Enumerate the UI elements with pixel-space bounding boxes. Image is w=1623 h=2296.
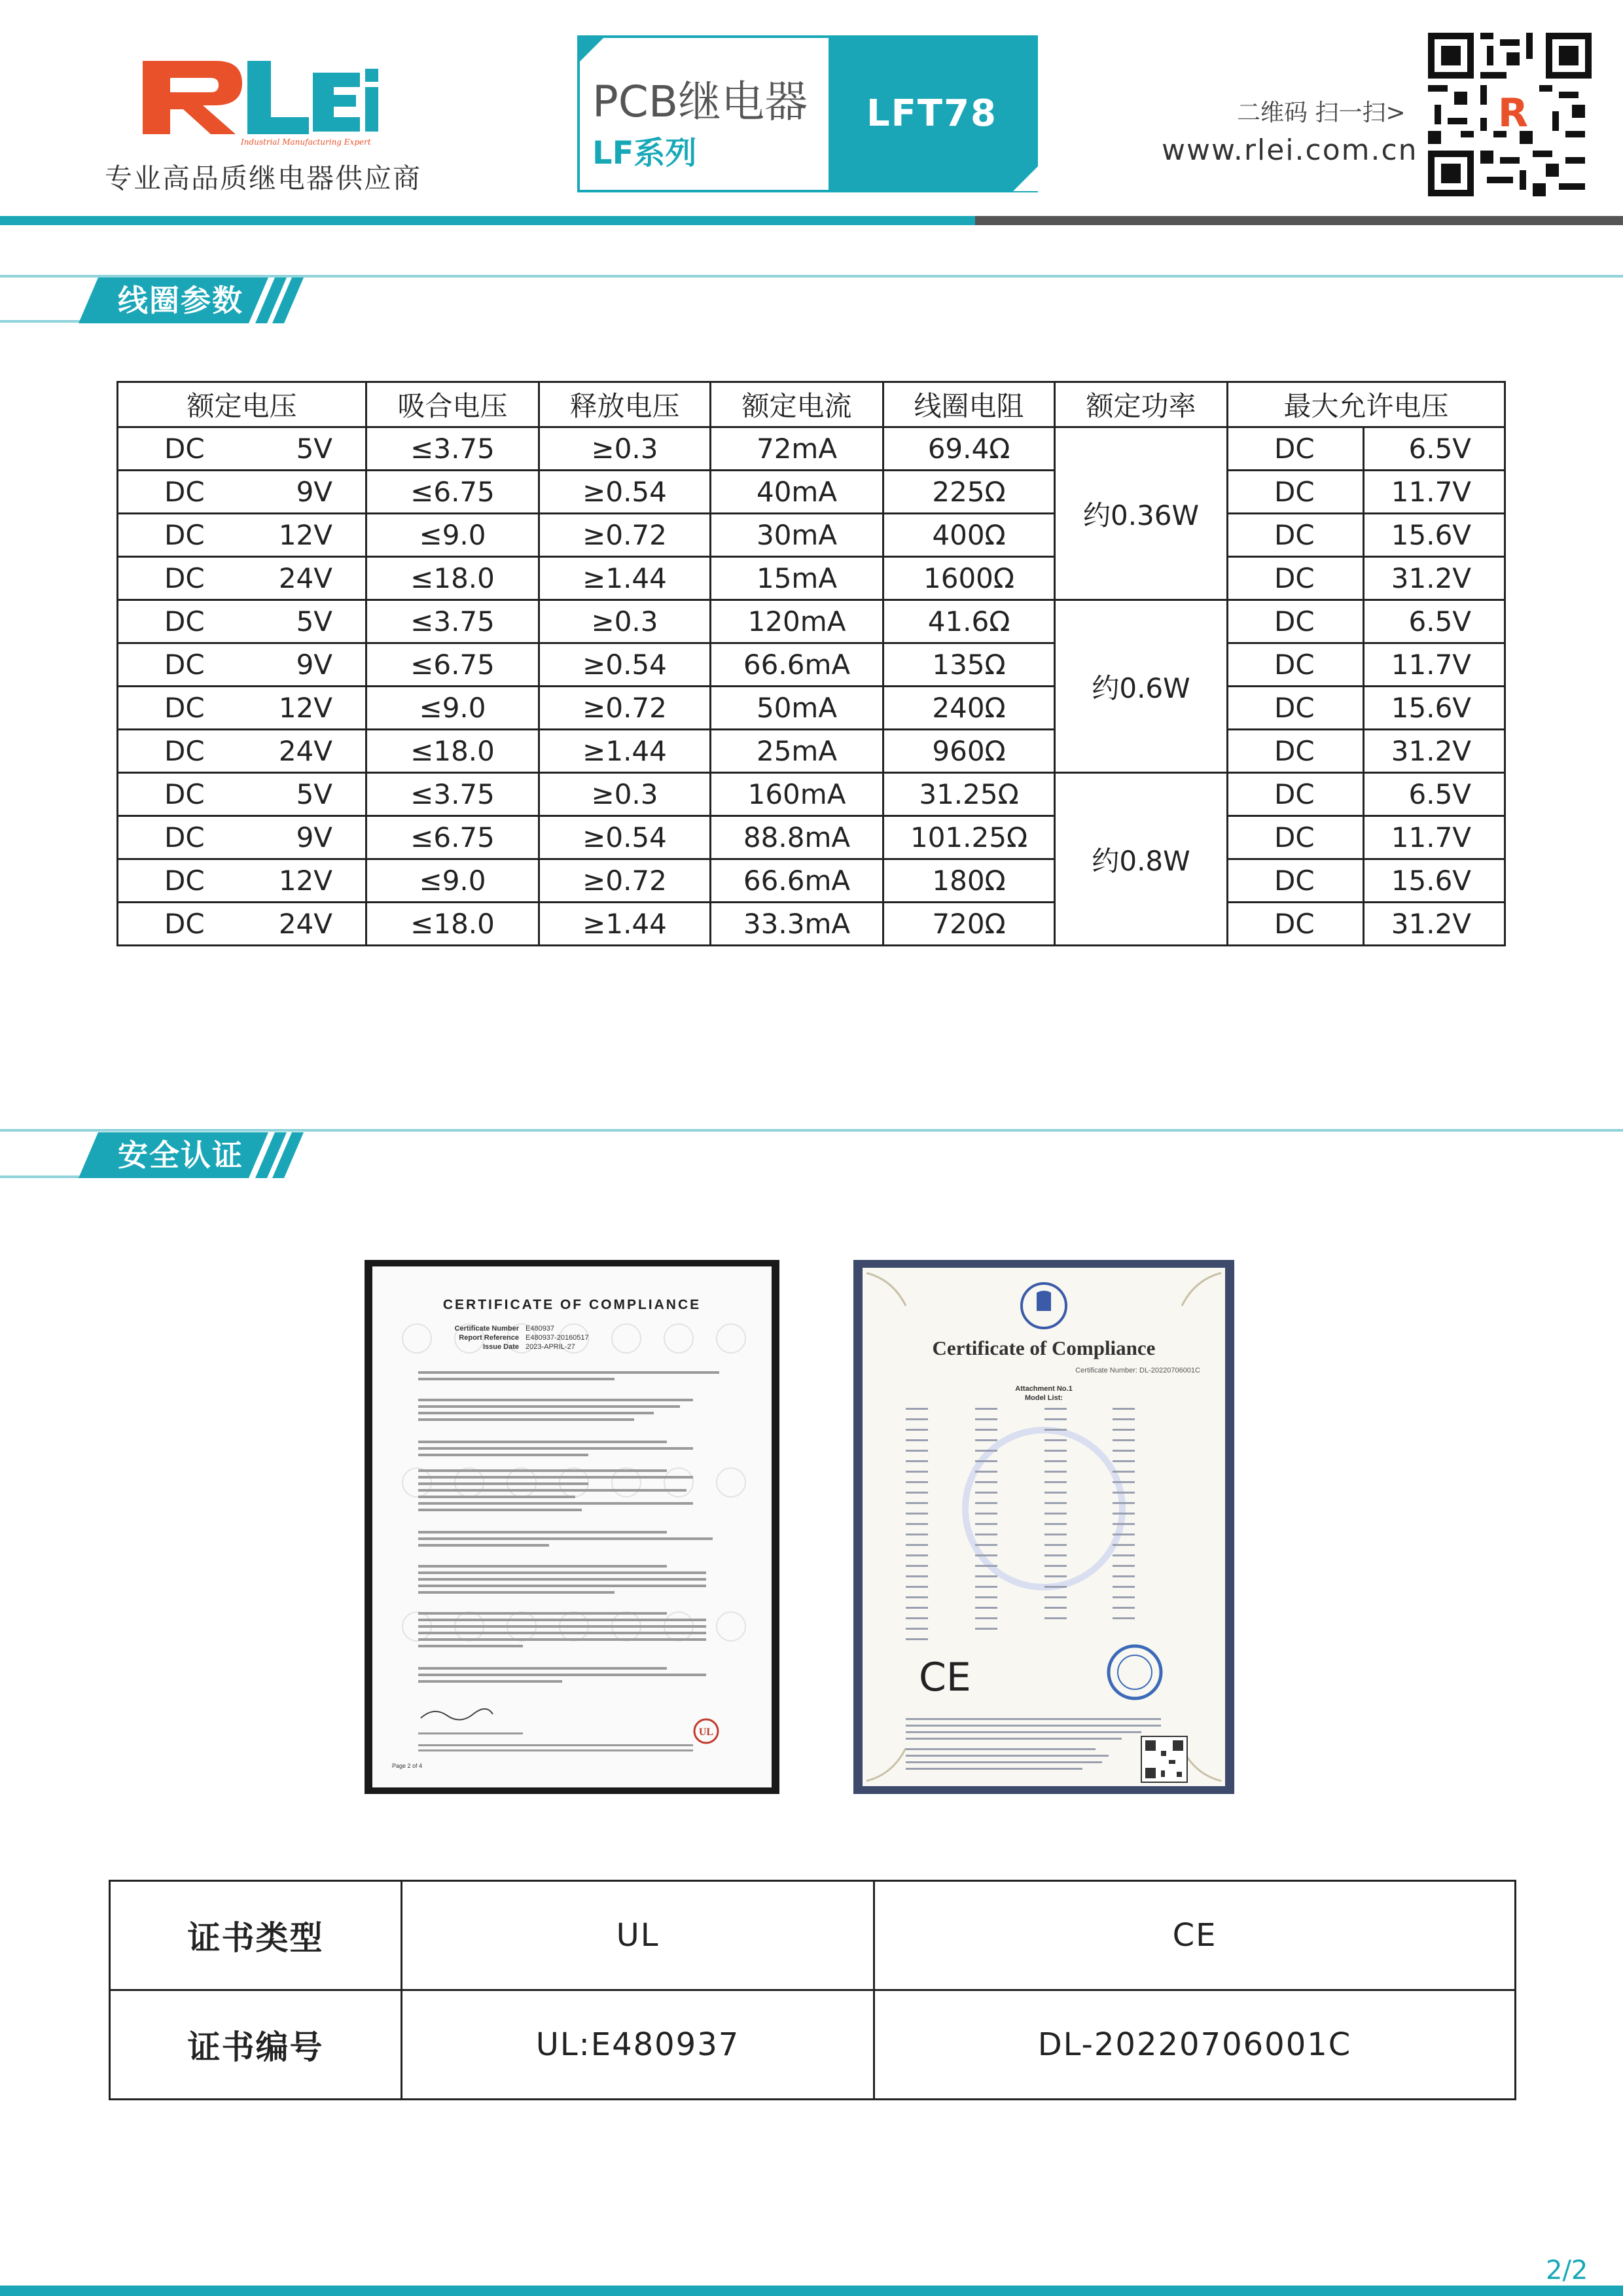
header-release-voltage: 释放电压 (539, 382, 711, 427)
cell-max-voltage: 11.7V (1364, 816, 1505, 859)
cell-voltage: 5V (216, 427, 366, 471)
cell-max-type: DC (1228, 643, 1364, 687)
table-row (118, 557, 1505, 600)
cell-max-voltage: 31.2V (1364, 903, 1505, 946)
ce-certificate-image (853, 1260, 1234, 1794)
ul-cert-title: CERTIFICATE OF COMPLIANCE (442, 1297, 702, 1312)
section-line-bottom (0, 320, 92, 323)
cell-current: 30mA (711, 514, 883, 557)
cell-voltage: 24V (216, 557, 366, 600)
cell-voltage: 12V (216, 687, 366, 730)
ce-cert-title: Certificate of Compliance (932, 1336, 1156, 1359)
cert-number-label: 证书编号 (110, 1990, 402, 2100)
cell-release: ≥0.3 (539, 773, 711, 816)
table-row (118, 471, 1505, 514)
cell-pickup: ≤9.0 (366, 687, 539, 730)
cell-current: 72mA (711, 427, 883, 471)
cert-type-label: 证书类型 (110, 1881, 402, 1990)
cell-voltage: 12V (216, 514, 366, 557)
cell-max-type: DC (1228, 903, 1364, 946)
cell-pickup: ≤9.0 (366, 859, 539, 903)
cell-voltage: 9V (216, 816, 366, 859)
cell-current: 66.6mA (711, 643, 883, 687)
cell-voltage: 12V (216, 859, 366, 903)
cell-max-type: DC (1228, 427, 1364, 471)
cell-current: 160mA (711, 773, 883, 816)
cell-resistance: 225Ω (883, 471, 1055, 514)
cell-type: DC (118, 600, 216, 643)
cell-type: DC (118, 903, 216, 946)
cell-resistance: 400Ω (883, 514, 1055, 557)
cell-max-type: DC (1228, 471, 1364, 514)
cell-current: 40mA (711, 471, 883, 514)
table-row (110, 1881, 1516, 1990)
cell-voltage: 5V (216, 773, 366, 816)
cell-max-type: DC (1228, 687, 1364, 730)
cell-type: DC (118, 730, 216, 773)
cell-max-voltage: 11.7V (1364, 471, 1505, 514)
cell-resistance: 31.25Ω (883, 773, 1055, 816)
company-tagline: 专业高品质继电器供应商 (105, 162, 422, 194)
cell-current: 88.8mA (711, 816, 883, 859)
product-series: LF系列 (592, 135, 697, 171)
cell-voltage: 5V (216, 600, 366, 643)
cell-max-type: DC (1228, 859, 1364, 903)
cell-current: 50mA (711, 687, 883, 730)
product-model: LFT78 (829, 38, 1035, 190)
section-line-top (0, 1129, 1623, 1132)
cell-current: 25mA (711, 730, 883, 773)
header-rated-current: 额定电流 (711, 382, 883, 427)
safety-section-title: 安全认证 (118, 1138, 243, 1173)
cell-type: DC (118, 773, 216, 816)
cell-pickup: ≤6.75 (366, 471, 539, 514)
cell-type: DC (118, 471, 216, 514)
ul-page-footer: Page 2 of 4 (392, 1763, 423, 1769)
corner-decoration-icon (577, 35, 606, 64)
qr-code-icon[interactable] (1428, 33, 1592, 196)
ce-mark: CE (919, 1655, 971, 1700)
cell-max-type: DC (1228, 557, 1364, 600)
cell-pickup: ≤9.0 (366, 514, 539, 557)
cell-max-voltage: 11.7V (1364, 643, 1505, 687)
cell-resistance: 41.6Ω (883, 600, 1055, 643)
cell-resistance: 1600Ω (883, 557, 1055, 600)
cell-max-voltage: 15.6V (1364, 687, 1505, 730)
cell-power: 约0.6W (1055, 600, 1228, 773)
ce-cert-number: Certificate Number: DL-20220706001C (1075, 1367, 1200, 1374)
table-row (118, 643, 1505, 687)
table-row (118, 687, 1505, 730)
cell-resistance: 180Ω (883, 859, 1055, 903)
cell-power: 约0.8W (1055, 773, 1228, 946)
cell-max-type: DC (1228, 730, 1364, 773)
cell-max-type: DC (1228, 600, 1364, 643)
cell-current: 33.3mA (711, 903, 883, 946)
header-divider-gray (975, 216, 1623, 225)
header-rated-power: 额定功率 (1055, 382, 1228, 427)
table-row (118, 859, 1505, 903)
cell-type: DC (118, 816, 216, 859)
cell-max-voltage: 31.2V (1364, 557, 1505, 600)
table-row (118, 816, 1505, 859)
coil-parameters-table (116, 381, 1506, 946)
cert-type-ul: UL (402, 1881, 874, 1990)
website-link[interactable]: www.rlei.com.cn (1162, 134, 1418, 167)
cell-pickup: ≤3.75 (366, 600, 539, 643)
table-row (118, 514, 1505, 557)
footer-bar (0, 2286, 1623, 2296)
cell-release: ≥1.44 (539, 557, 711, 600)
cell-release: ≥0.72 (539, 859, 711, 903)
cell-type: DC (118, 557, 216, 600)
cell-resistance: 101.25Ω (883, 816, 1055, 859)
cell-resistance: 960Ω (883, 730, 1055, 773)
product-name: PCB继电器 (592, 77, 808, 127)
cell-type: DC (118, 643, 216, 687)
section-line-bottom (0, 1175, 92, 1178)
cell-type: DC (118, 859, 216, 903)
cell-pickup: ≤18.0 (366, 730, 539, 773)
cell-max-voltage: 31.2V (1364, 730, 1505, 773)
corner-fold-icon (1012, 165, 1038, 191)
header-pickup-voltage: 吸合电压 (366, 382, 539, 427)
cell-resistance: 135Ω (883, 643, 1055, 687)
header-rated-voltage: 额定电压 (118, 382, 366, 427)
table-row (118, 773, 1505, 816)
cell-release: ≥0.72 (539, 514, 711, 557)
ce-attachment: Attachment No.1 (1015, 1385, 1073, 1393)
brand-slogan: Industrial Manufacturing Expert (241, 137, 371, 147)
cell-release: ≥1.44 (539, 730, 711, 773)
cell-max-voltage: 6.5V (1364, 427, 1505, 471)
cell-pickup: ≤18.0 (366, 903, 539, 946)
cell-type: DC (118, 427, 216, 471)
cell-voltage: 9V (216, 471, 366, 514)
ul-certificate-image (365, 1260, 779, 1794)
cell-max-voltage: 6.5V (1364, 600, 1505, 643)
cell-max-type: DC (1228, 816, 1364, 859)
cell-resistance: 720Ω (883, 903, 1055, 946)
cell-max-voltage: 15.6V (1364, 859, 1505, 903)
svg-text:UL: UL (698, 1727, 714, 1738)
cell-release: ≥0.54 (539, 643, 711, 687)
table-row (118, 903, 1505, 946)
cell-release: ≥1.44 (539, 903, 711, 946)
cell-resistance: 69.4Ω (883, 427, 1055, 471)
cert-type-ce: CE (874, 1881, 1516, 1990)
cell-release: ≥0.54 (539, 816, 711, 859)
table-row (118, 600, 1505, 643)
cell-max-type: DC (1228, 514, 1364, 557)
cell-pickup: ≤3.75 (366, 773, 539, 816)
cell-current: 120mA (711, 600, 883, 643)
ul-cert-number: E480937 (526, 1325, 555, 1333)
ul-issue-label: Issue Date (482, 1343, 519, 1351)
brand-logo (137, 49, 380, 147)
header-coil-resistance: 线圈电阻 (883, 382, 1055, 427)
coil-section-title: 线圈参数 (118, 283, 243, 318)
page-number: 2/2 (1546, 2255, 1588, 2286)
cell-max-type: DC (1228, 773, 1364, 816)
cell-current: 15mA (711, 557, 883, 600)
table-header-row (118, 382, 1505, 427)
ce-model-list: Model List: (1024, 1394, 1063, 1402)
qr-note: 二维码 扫一扫> (1237, 99, 1406, 126)
cell-release: ≥0.3 (539, 600, 711, 643)
cert-number-ce: DL-20220706001C (874, 1990, 1516, 2100)
cell-release: ≥0.72 (539, 687, 711, 730)
cell-voltage: 9V (216, 643, 366, 687)
cell-voltage: 24V (216, 903, 366, 946)
cell-current: 66.6mA (711, 859, 883, 903)
cell-pickup: ≤3.75 (366, 427, 539, 471)
cell-type: DC (118, 687, 216, 730)
certificate-table (109, 1880, 1516, 2100)
ul-cert-number-label: Certificate Number (454, 1325, 519, 1333)
cell-pickup: ≤6.75 (366, 643, 539, 687)
cell-pickup: ≤6.75 (366, 816, 539, 859)
cert-number-ul: UL:E480937 (402, 1990, 874, 2100)
cell-max-voltage: 6.5V (1364, 773, 1505, 816)
ul-report-reference: E480937-20160517 (526, 1334, 589, 1342)
header-max-voltage: 最大允许电压 (1228, 382, 1505, 427)
svg-text:R: R (1497, 90, 1529, 136)
cell-power: 约0.36W (1055, 427, 1228, 600)
table-row (110, 1990, 1516, 2100)
cell-pickup: ≤18.0 (366, 557, 539, 600)
cell-voltage: 24V (216, 730, 366, 773)
cell-max-voltage: 15.6V (1364, 514, 1505, 557)
table-row (118, 730, 1505, 773)
table-row (118, 427, 1505, 471)
ul-report-label: Report Reference (459, 1334, 519, 1342)
cell-resistance: 240Ω (883, 687, 1055, 730)
cell-release: ≥0.3 (539, 427, 711, 471)
cell-type: DC (118, 514, 216, 557)
cell-release: ≥0.54 (539, 471, 711, 514)
ul-issue-date: 2023-APRIL-27 (526, 1343, 575, 1351)
header-divider-teal (0, 216, 982, 225)
